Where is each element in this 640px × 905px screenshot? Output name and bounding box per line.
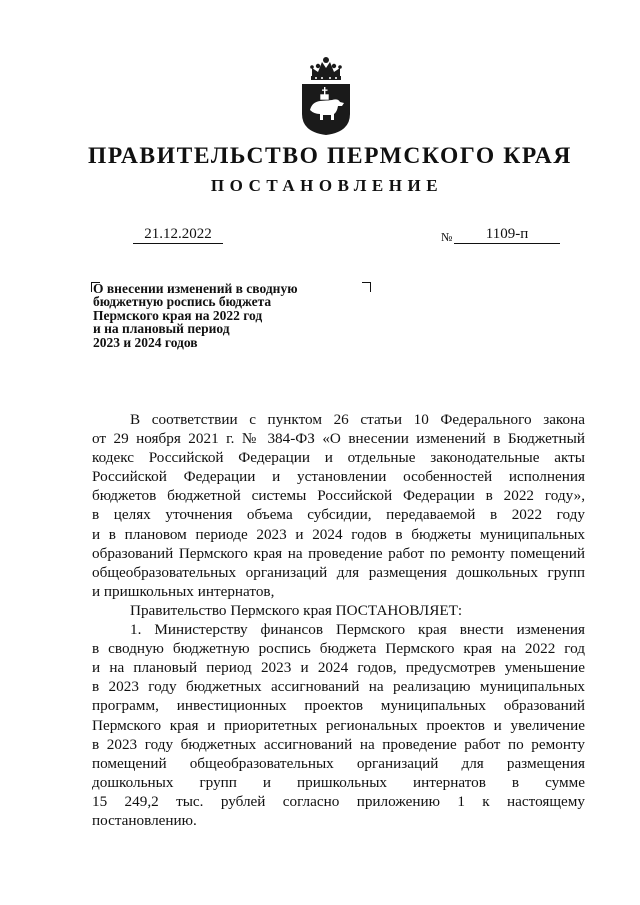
body-line: постановлению. bbox=[92, 811, 197, 829]
body-line: в целях уточнения объема субсидии, передаваемой в 2022 году bbox=[92, 506, 585, 524]
subject-line: бюджетную роспись бюджета bbox=[93, 294, 272, 310]
body-line: В соответствии с пунктом 26 статьи 10 Федерального закона bbox=[130, 411, 585, 428]
body-line: и в плановом периоде 2023 и 2024 годов в бюджеты муниципальных bbox=[92, 525, 585, 543]
resolution-statement: Правительство Пермского края ПОСТАНОВЛЯЕТ: bbox=[130, 601, 463, 619]
document-date: 21.12.2022 bbox=[133, 225, 223, 244]
body-line: помещений общеобразовательных организаций для размещения bbox=[92, 754, 585, 772]
body-line: кодекс Российской Федерации и отдельные законодательные акты bbox=[92, 449, 585, 467]
subject-line: 2023 и 2024 годов bbox=[93, 334, 198, 350]
subject-line: и на плановый период bbox=[93, 321, 230, 337]
body-line: 15 249,2 тыс. рублей согласно приложению 1 к настоящему bbox=[92, 792, 585, 810]
paragraph-preamble bbox=[92, 410, 585, 601]
body-line: и пришкольных интернатов, bbox=[92, 582, 275, 600]
body-line: образований Пермского края на проведение работ по ремонту помещений bbox=[92, 544, 585, 562]
body-line: в 2023 году бюджетных ассигнований на проведение работ по ремонту bbox=[92, 735, 585, 753]
document-number: 1109-п bbox=[454, 225, 560, 244]
body-line: 1. Министерству финансов Пермского края внести изменения bbox=[130, 621, 585, 639]
government-title: ПРАВИТЕЛЬСТВО ПЕРМСКОГО КРАЯ bbox=[88, 143, 572, 169]
body-line: дошкольных групп и пришкольных интернатов в сумме bbox=[92, 773, 585, 791]
paragraph-item-1 bbox=[92, 620, 585, 830]
body-line: в 2023 году бюджетных ассигнований на реализацию муниципальных bbox=[92, 678, 585, 696]
body-line: от 29 ноября 2021 г. № 384-ФЗ «О внесении изменений в Бюджетный bbox=[92, 430, 585, 448]
perm-krai-coat-of-arms-icon bbox=[298, 54, 354, 136]
number-label: № bbox=[441, 230, 453, 244]
document-subject bbox=[93, 282, 353, 349]
body-line: в сводную бюджетную роспись бюджета Пермского края на 2022 год bbox=[92, 640, 585, 658]
crown-icon bbox=[310, 57, 342, 80]
body-line: программ, инвестиционных проектов муниципальных образований bbox=[92, 697, 585, 715]
body-line: и на плановый период 2023 и 2024 годов, предусмотрев уменьшение bbox=[92, 659, 585, 677]
body-line: общеобразовательных организаций для размещения дошкольных групп bbox=[92, 563, 585, 581]
document-type: ПОСТАНОВЛЕНИЕ bbox=[210, 176, 444, 195]
subject-line: О внесении изменений в сводную bbox=[93, 281, 298, 296]
body-line: бюджетов бюджетной системы Российской Федерации в 2022 году», bbox=[92, 487, 585, 505]
subject-line: Пермского края на 2022 год bbox=[93, 307, 263, 323]
subject-right-corner-mark bbox=[362, 282, 371, 292]
body-line: Пермского края и приоритетных региональных проектов и увеличение bbox=[92, 716, 585, 734]
document-body bbox=[92, 410, 585, 830]
body-line: Российской Федерации и установлении особенностей исполнения bbox=[92, 468, 585, 486]
